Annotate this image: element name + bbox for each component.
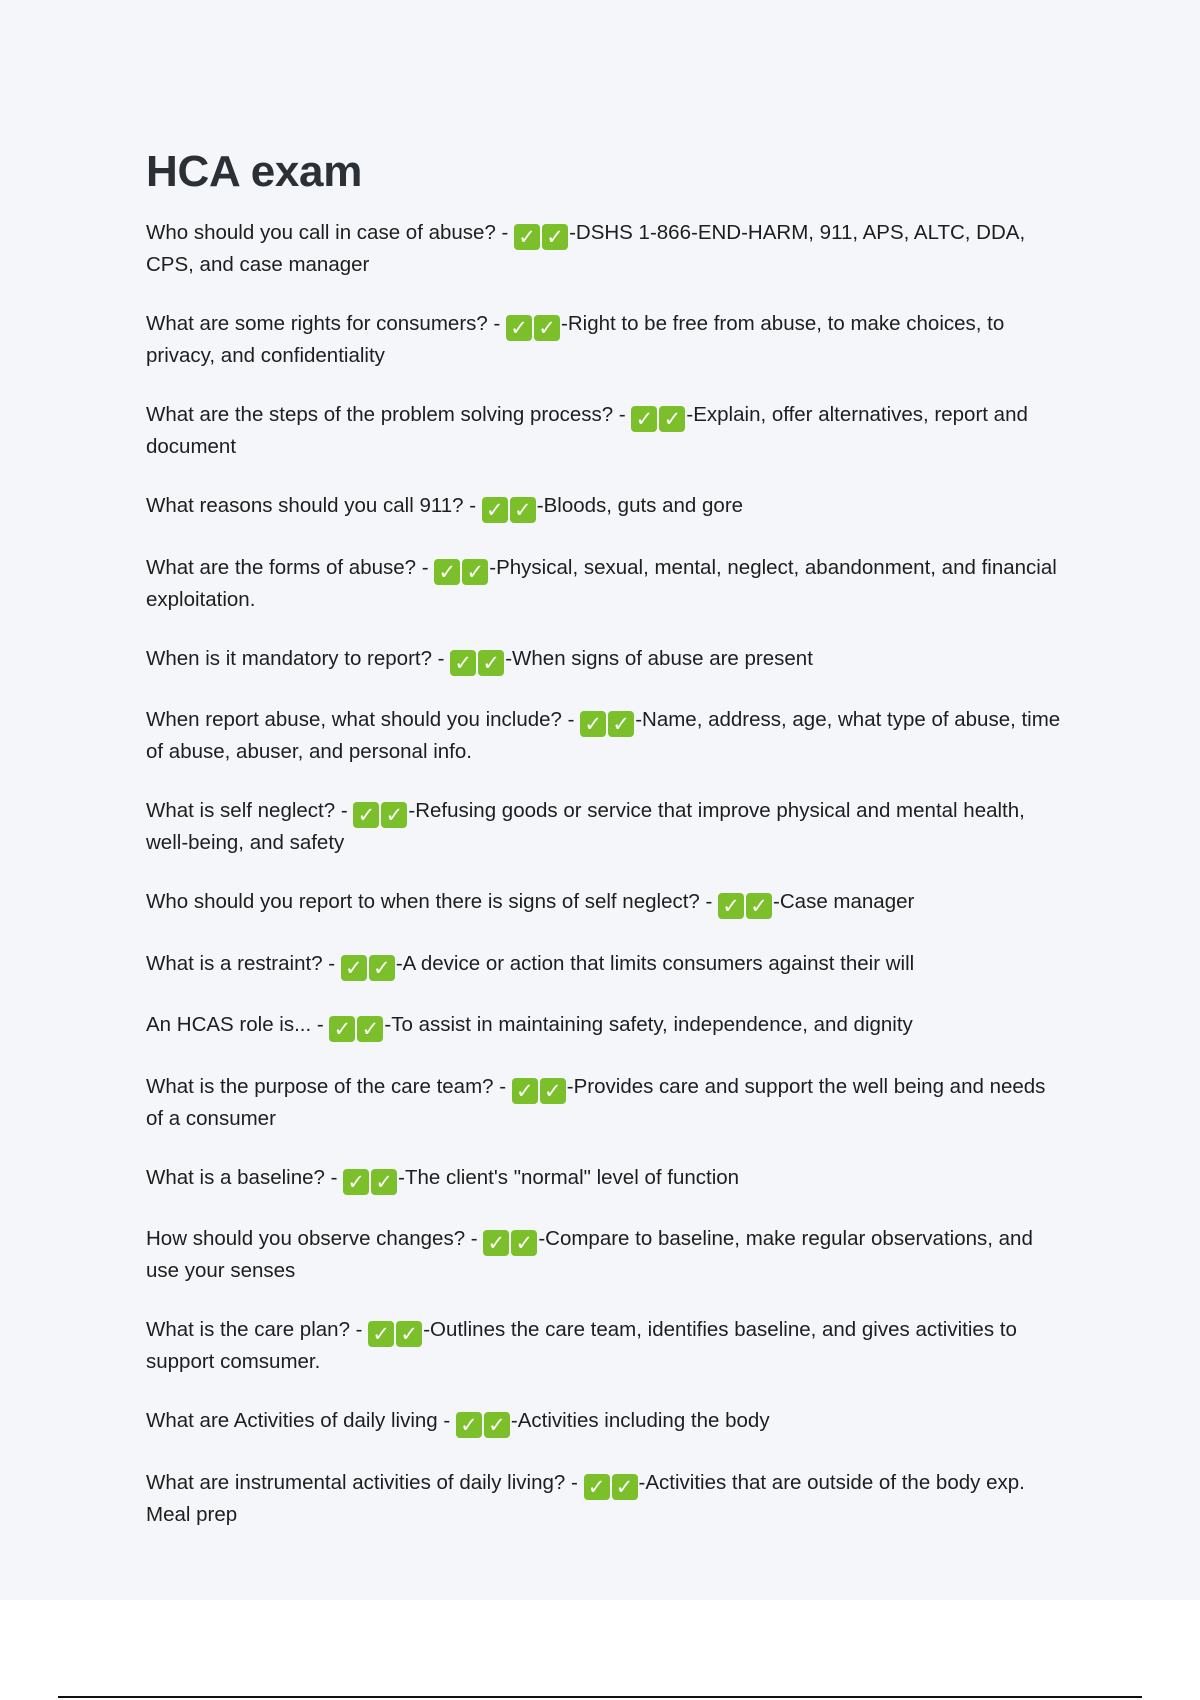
question-text: What are some rights for consumers? - [146, 312, 507, 335]
qa-item [146, 644, 1066, 676]
qa-item [146, 1163, 1066, 1195]
qa-item [146, 1406, 1066, 1438]
check-mark-icon: ✓ [612, 1474, 638, 1500]
qa-item [146, 949, 1066, 981]
question-text: What are the forms of abuse? - [146, 555, 435, 579]
check-mark-icon: ✓ [482, 497, 508, 523]
answer-text: -Name, address, age, what type of abuse, time of abuse, abuser, and personal info. [146, 708, 1061, 763]
question-text: Who should you report to when there is signs of self neglect? - [146, 890, 719, 913]
question-text: When report abuse, what should you include? - [146, 708, 581, 731]
answer-text: -Refusing goods or service that improve physical and mental health, well-being, and safety [146, 799, 1025, 854]
check-mark-icon: ✓ [718, 893, 744, 919]
qa-item [146, 491, 1066, 523]
check-mark-icon: ✓ [510, 497, 536, 523]
qa-item [146, 553, 1066, 615]
check-mark-icon: ✓ [462, 559, 488, 585]
answer-text: -Right to be free from abuse, to make choices, to privacy, and confidentiality [146, 312, 1005, 367]
answer-text: -Explain, offer alternatives, report and document [146, 403, 1028, 458]
question-text: An HCAS role is... - [146, 1013, 330, 1036]
check-mark-icon: ✓ [434, 559, 460, 585]
footer-divider [58, 1696, 1142, 1698]
question-text: What reasons should you call 911? - [146, 494, 482, 517]
answer-text: -Provides care and support the well being and needs of a consumer [146, 1074, 1046, 1130]
check-mark-icon: ✓ [608, 711, 634, 737]
check-mark-icon: ✓ [357, 1016, 383, 1042]
question-text: What is self neglect? - [146, 799, 354, 822]
qa-item [146, 218, 1066, 280]
check-mark-icon: ✓ [343, 1169, 369, 1195]
check-mark-icon: ✓ [371, 1169, 397, 1195]
check-mark-icon: ✓ [746, 893, 772, 919]
check-mark-icon: ✓ [329, 1016, 355, 1042]
check-mark-icon: ✓ [484, 1412, 510, 1438]
qa-item [146, 1072, 1066, 1134]
answer-text: -Compare to baseline, make regular observations, and use your senses [146, 1227, 1033, 1282]
check-mark-icon: ✓ [512, 1078, 538, 1104]
check-mark-icon: ✓ [659, 406, 685, 432]
answer-text: -Physical, sexual, mental, neglect, abandonment, and financial exploitation. [146, 555, 1057, 611]
qa-list [146, 218, 1066, 1529]
check-mark-icon: ✓ [341, 955, 367, 981]
question-text: When is it mandatory to report? - [146, 646, 451, 670]
question-text: What are Activities of daily living - [146, 1409, 456, 1432]
answer-text: -Case manager [773, 890, 915, 913]
check-mark-icon: ✓ [368, 1321, 394, 1347]
check-mark-icon: ✓ [506, 315, 532, 341]
qa-item [146, 1010, 1066, 1042]
check-mark-icon: ✓ [534, 315, 560, 341]
check-mark-icon: ✓ [540, 1078, 566, 1104]
check-mark-icon: ✓ [631, 406, 657, 432]
question-text: What is a restraint? - [146, 951, 341, 975]
qa-item [146, 887, 1066, 919]
qa-item [146, 400, 1066, 462]
qa-item [146, 796, 1066, 858]
question-text: What are instrumental activities of daily living? - [146, 1470, 584, 1494]
check-mark-icon: ✓ [584, 1474, 610, 1500]
question-text: What are the steps of the problem solving process? - [146, 403, 632, 426]
check-mark-icon: ✓ [483, 1230, 509, 1256]
check-mark-icon: ✓ [369, 955, 395, 981]
check-mark-icon: ✓ [353, 802, 379, 828]
qa-item [146, 1315, 1066, 1377]
question-text: What is a baseline? - [146, 1165, 344, 1189]
document-title: HCA exam [146, 147, 363, 196]
answer-text: -A device or action that limits consumers against their will [395, 951, 915, 975]
check-mark-icon: ✓ [542, 224, 568, 250]
check-mark-icon: ✓ [456, 1412, 482, 1438]
check-mark-icon: ✓ [580, 711, 606, 737]
check-mark-icon: ✓ [381, 802, 407, 828]
answer-text: -To assist in maintaining safety, independence, and dignity [384, 1013, 913, 1036]
answer-text: -When signs of abuse are present [505, 646, 813, 670]
qa-item [146, 705, 1066, 767]
question-text: What is the care plan? - [146, 1318, 369, 1341]
question-text: What is the purpose of the care team? - [146, 1074, 512, 1098]
check-mark-icon: ✓ [511, 1230, 537, 1256]
answer-text: -Outlines the care team, identifies baseline, and gives activities to support comsumer. [146, 1318, 1017, 1373]
answer-text: -Activities including the body [510, 1409, 770, 1432]
answer-text: -Bloods, guts and gore [536, 494, 744, 517]
check-mark-icon: ✓ [450, 650, 476, 676]
document-content [146, 146, 1066, 1559]
answer-text: -DSHS 1-866-END-HARM, 911, APS, ALTC, DDA, CPS, and case manager [146, 221, 1026, 276]
question-text: How should you observe changes? - [146, 1227, 484, 1250]
answer-text: -Activities that are outside of the body exp. Meal prep [146, 1470, 1025, 1526]
check-mark-icon: ✓ [514, 224, 540, 250]
answer-text: -The client's "normal" level of function [398, 1165, 740, 1189]
check-mark-icon: ✓ [478, 650, 504, 676]
qa-item [146, 1468, 1066, 1530]
question-text: Who should you call in case of abuse? - [146, 221, 515, 244]
qa-item [146, 309, 1066, 371]
check-mark-icon: ✓ [396, 1321, 422, 1347]
qa-item [146, 1224, 1066, 1286]
